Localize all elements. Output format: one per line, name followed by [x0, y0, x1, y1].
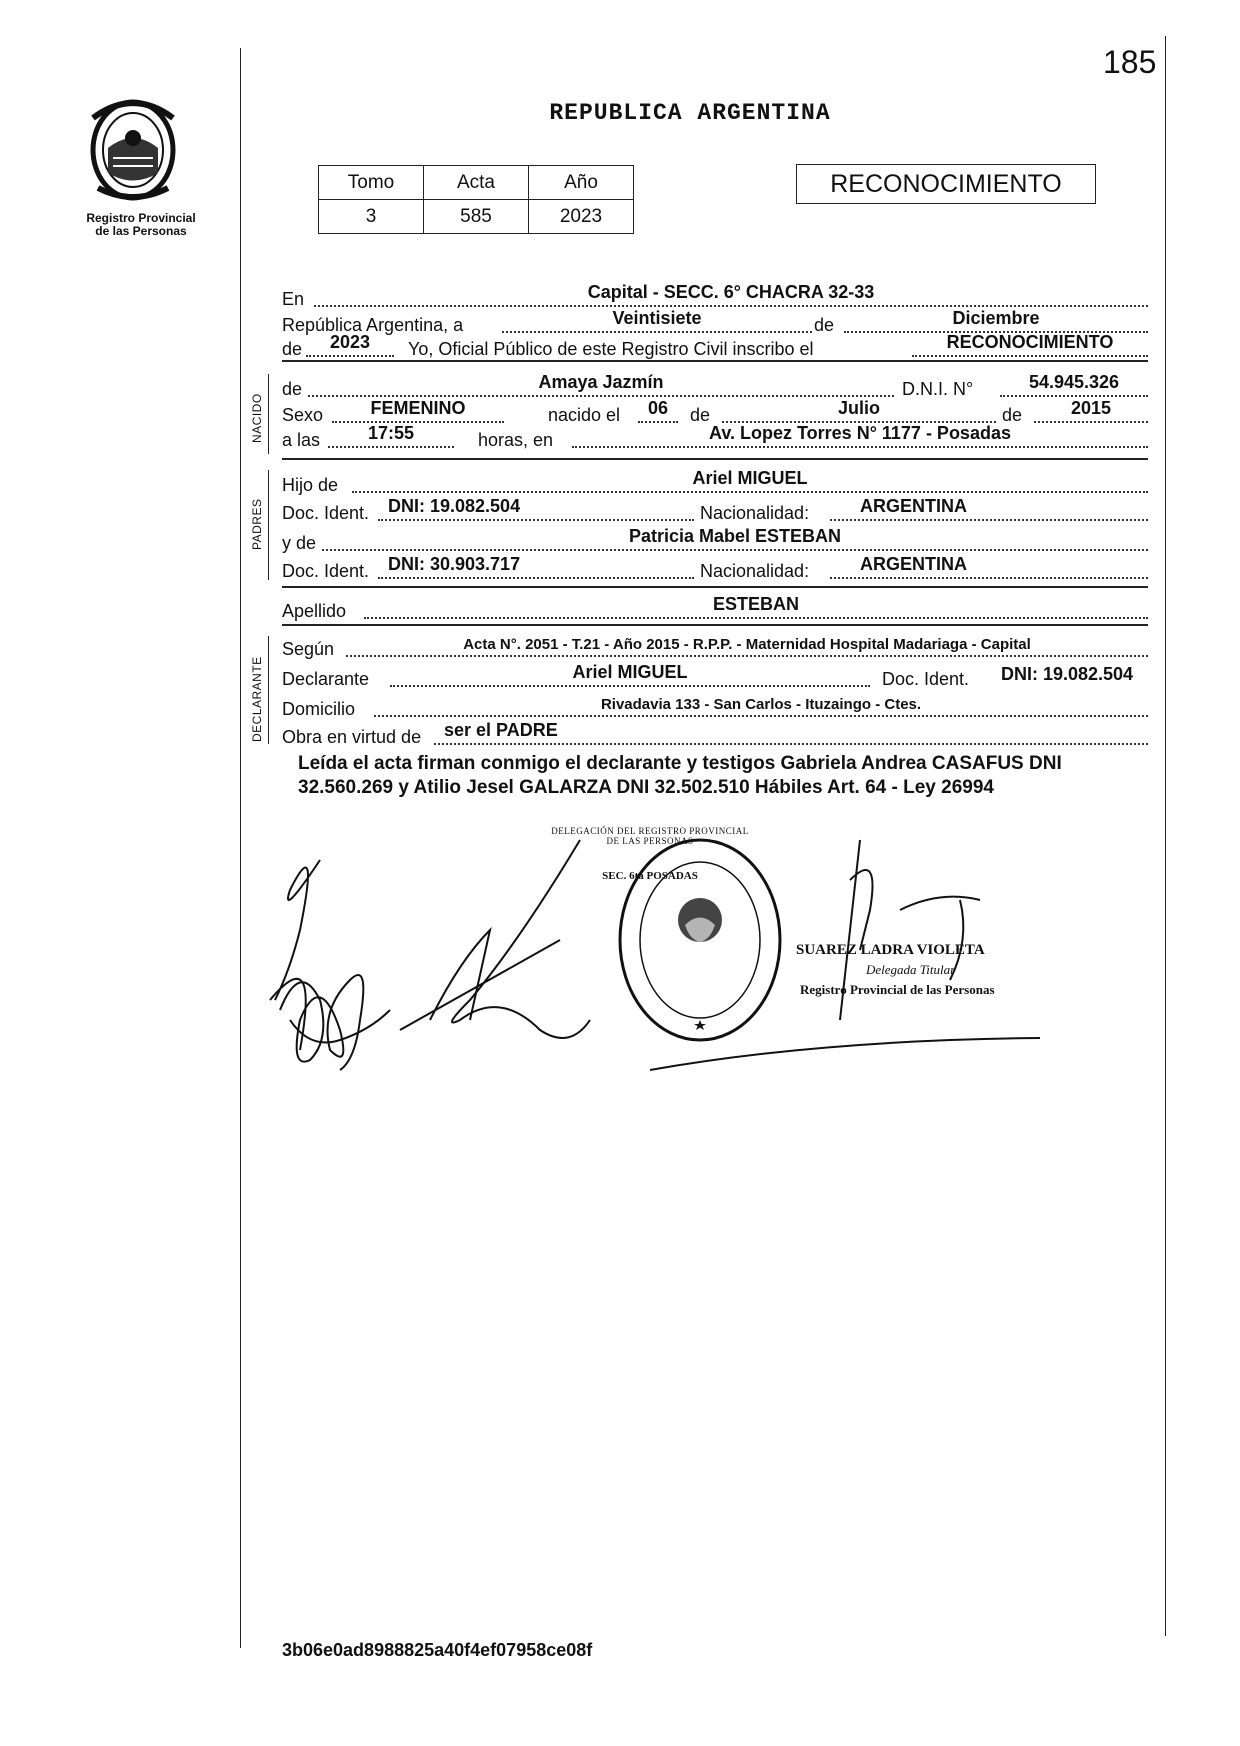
father-doc-value: DNI: 19.082.504 [388, 496, 521, 516]
apellido-value: ESTEBAN [712, 594, 799, 614]
domicilio-field [374, 689, 1148, 717]
row-declarante [282, 660, 1148, 690]
birth-place-field [572, 420, 1148, 448]
nacido-de-label: de [282, 379, 303, 399]
page-number: 185 [1103, 44, 1157, 80]
day-field [502, 305, 812, 333]
closing-text: Leída el acta firman conmigo el declarante y testigos Gabriela Andrea CASAFUS DNI 32.560.269 y Atilio Jesel GALARZA DNI 32.502.510 Hábiles Art. 64 - Ley 26994 [298, 753, 1062, 798]
rule-nacido [282, 458, 1148, 460]
record-header-anio: Año [529, 166, 634, 200]
en-label: En [282, 289, 305, 309]
mother-doc-field [378, 551, 694, 579]
registry-logo [78, 88, 208, 213]
stamp-outer-text: DELEGACIÓN DEL REGISTRO PROVINCIAL DE LAS PERSONAS [551, 826, 749, 846]
segun-field [346, 629, 1148, 657]
row-obra [282, 718, 1148, 748]
birth-year-value: 2015 [1070, 398, 1112, 418]
declarante-label: Declarante [282, 669, 370, 689]
signatures-area [260, 820, 1160, 1080]
de-label-2: de [690, 405, 711, 425]
right-margin-line [1165, 36, 1166, 1636]
de-label: de [814, 315, 835, 335]
sexo-field [332, 395, 504, 423]
mother-name-value: Patricia Mabel ESTEBAN [628, 526, 842, 546]
record-header-acta: Acta [424, 166, 529, 200]
padres-section-label: PADRES [250, 498, 264, 550]
father-doc-field [378, 493, 694, 521]
declarante-section-label: DECLARANTE [250, 656, 264, 742]
declarante-signature-icon [400, 840, 590, 1038]
y-de-label: y de [282, 533, 317, 553]
year-value: 2023 [329, 332, 371, 352]
document-title: REPUBLICA ARGENTINA [549, 100, 831, 126]
de2-label: de [282, 339, 303, 359]
obra-label: Obra en virtud de [282, 727, 422, 747]
declarante-name-field [390, 659, 870, 687]
official-name: SUAREZ LADRA VIOLETA [796, 942, 985, 958]
row-apellido [282, 592, 1148, 622]
birth-day-field [638, 395, 678, 423]
witness-signature-1-icon [270, 860, 390, 1070]
sexo-value: FEMENINO [370, 398, 466, 418]
record-type-box: RECONOCIMIENTO [796, 164, 1096, 204]
declarante-doc-label: Doc. Ident. [882, 669, 970, 689]
horas-en-label: horas, en [478, 430, 554, 450]
birth-time-field [328, 420, 454, 448]
row-domicilio [282, 690, 1148, 720]
row-segun [282, 630, 1148, 660]
father-nationality-value: ARGENTINA [860, 496, 967, 516]
domicilio-value: Rivadavia 133 - San Carlos - Ituzaingo - Ctes. [600, 696, 922, 713]
month-value: Diciembre [952, 308, 1040, 328]
rule-apellido [282, 624, 1148, 626]
mother-nationality-field [830, 551, 1148, 579]
row-father-doc [282, 494, 1148, 524]
segun-value: Acta N°. 2051 - T.21 - Año 2015 - R.P.P. - Maternidad Hospital Madariaga - Capital [463, 636, 1031, 653]
registry-caption-line-2: de las Personas [95, 224, 187, 238]
obra-field [434, 717, 1148, 745]
birth-time-value: 17:55 [367, 423, 415, 443]
registry-caption [66, 212, 216, 238]
row-hora [282, 421, 1148, 451]
mother-doc-label: Doc. Ident. [282, 561, 370, 581]
declarante-name-value: Ariel MIGUEL [572, 662, 688, 682]
father-name-field [352, 465, 1148, 493]
row-y-de [282, 524, 1148, 554]
birth-place-value: Av. Lopez Torres N° 1177 - Posadas [709, 423, 1011, 443]
domicilio-label: Domicilio [282, 699, 356, 719]
registry-caption-line-1: Registro Provincial [86, 211, 196, 225]
apellido-label: Apellido [282, 601, 347, 621]
record-header-tomo: Tomo [319, 166, 424, 200]
record-value-acta: 585 [424, 200, 529, 234]
child-name-value: Amaya Jazmín [538, 372, 664, 392]
record-table [318, 165, 634, 234]
inscription-field [912, 329, 1148, 357]
row-anio [282, 330, 1148, 360]
child-dni-field [1000, 369, 1148, 397]
mother-name-field [322, 523, 1148, 551]
rule-padres [282, 586, 1148, 588]
row-mother-doc [282, 552, 1148, 582]
birth-year-field [1034, 395, 1148, 423]
declarante-doc-value: DNI: 19.082.504 [1000, 664, 1134, 684]
left-margin-line [240, 48, 241, 1648]
de-label-3: de [1002, 405, 1023, 425]
nacido-section-label: NACIDO [250, 393, 264, 443]
document-hash: 3b06e0ad8988825a40f4ef07958ce08f [282, 1640, 593, 1660]
birth-month-field [722, 395, 996, 423]
apellido-field [364, 591, 1148, 619]
mother-doc-value: DNI: 30.903.717 [388, 554, 521, 574]
father-nationality-field [830, 493, 1148, 521]
hijo-de-label: Hijo de [282, 475, 339, 495]
place-value: Capital - SECC. 6° CHACRA 32-33 [587, 282, 875, 302]
official-office: Registro Provincial de las Personas [800, 982, 995, 997]
year-field [306, 329, 394, 357]
official-title: Delegada Titular [866, 962, 956, 977]
child-dni-value: 54.945.326 [1028, 372, 1120, 392]
mother-nationality-value: ARGENTINA [860, 554, 967, 574]
day-value: Veintisiete [612, 308, 702, 328]
nacido-bracket [268, 374, 269, 454]
oficial-text: Yo, Oficial Público de este Registro Civil inscribo el [408, 339, 814, 359]
padres-bracket [268, 470, 269, 580]
record-value-tomo: 3 [319, 200, 424, 234]
inscription-value: RECONOCIMIENTO [946, 332, 1114, 352]
stamp-inner-text: SEC. 6ta POSADAS [602, 870, 698, 882]
row-hijo-de [282, 466, 1148, 496]
nacido-el-label: nacido el [548, 405, 621, 425]
child-name-field [308, 369, 894, 397]
a-las-label: a las [282, 430, 321, 450]
obra-value: ser el PADRE [444, 720, 558, 740]
declarante-bracket [268, 636, 269, 744]
mother-nac-label: Nacionalidad: [700, 561, 810, 581]
declarante-doc-field [986, 661, 1148, 687]
place-field [314, 279, 1148, 307]
birth-month-value: Julio [837, 398, 880, 418]
provincial-seal-icon [78, 88, 188, 208]
republica-label: República Argentina, a [282, 315, 464, 335]
dni-label: D.N.I. N° [902, 379, 974, 399]
segun-label: Según [282, 639, 335, 659]
father-doc-label: Doc. Ident. [282, 503, 370, 523]
father-nac-label: Nacionalidad: [700, 503, 810, 523]
sexo-label: Sexo [282, 405, 324, 425]
record-value-anio: 2023 [529, 200, 634, 234]
father-name-value: Ariel MIGUEL [692, 468, 808, 488]
birth-day-value: 06 [647, 398, 669, 418]
rule-header [282, 360, 1148, 362]
